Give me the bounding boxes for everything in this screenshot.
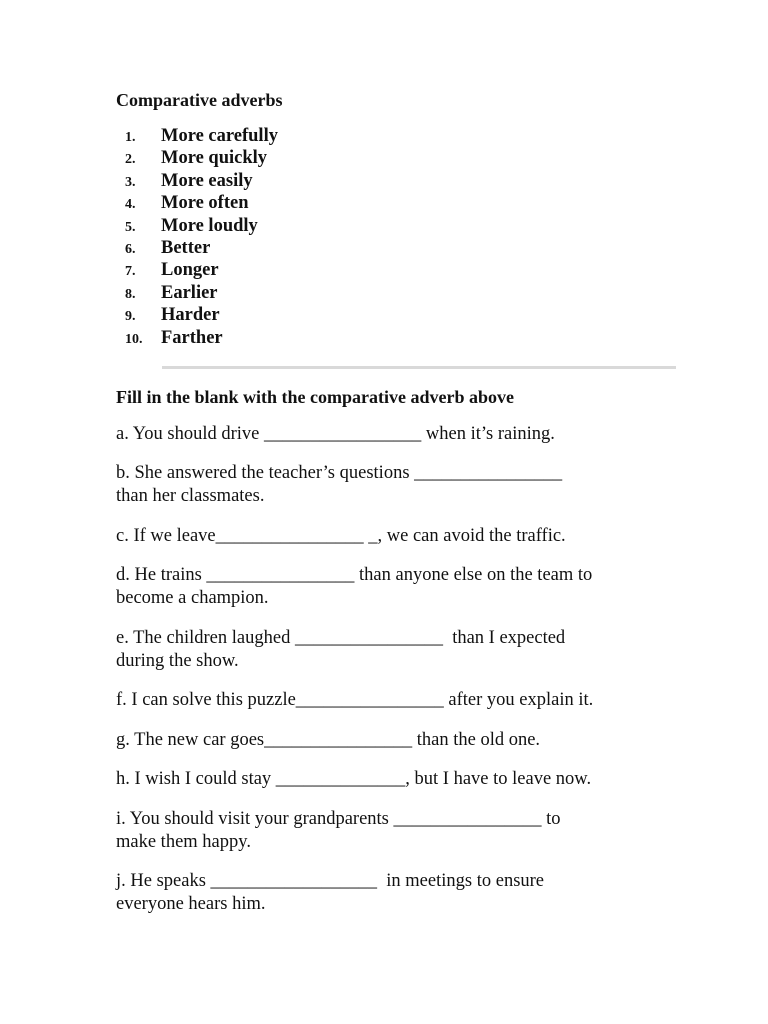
question-line-1: e. The children laughed ________________ than I expected [116,627,566,648]
question-line-1: j. He speaks __________________ in meetings to ensure [116,871,545,892]
question-line-1: h. I wish I could stay ______________, but I have to leave now. [116,769,592,790]
question-item [116,808,686,854]
question-line-2: become a champion. [116,588,269,609]
item-number: 7. [125,264,136,280]
item-number: 6. [125,241,136,257]
list-item [116,170,686,192]
question-line-1: g. The new car goes________________ than the old one. [116,729,541,750]
question-item [116,627,686,673]
list-item [116,237,686,259]
adverb-text: Earlier [161,282,218,303]
list-item [116,192,686,214]
horizontal-divider [162,366,676,369]
question-line-1: a. You should drive _________________ when it’s raining. [116,423,555,444]
worksheet [116,88,686,933]
question-item [116,462,686,508]
list-item [116,304,686,326]
item-number: 4. [125,197,136,213]
question-line-1: b. She answered the teacher’s questions ________________ [116,463,563,484]
question-line-2: than her classmates. [116,486,265,507]
question-item [116,729,686,752]
question-item [116,768,686,791]
question-list [116,423,686,917]
item-number: 9. [125,309,136,325]
question-line-1: d. He trains ________________ than anyone else on the team to [116,565,593,586]
item-number: 8. [125,286,136,302]
question-item [116,564,686,610]
adverb-text: More quickly [161,148,268,169]
item-number: 3. [125,174,136,190]
question-item [116,870,686,916]
question-item [116,689,686,712]
list-item [116,259,686,281]
item-number: 1. [125,130,136,145]
question-line-2: everyone hears him. [116,894,266,915]
question-line-1: c. If we leave________________ _, we can avoid the traffic. [116,525,566,546]
list-item [116,327,686,349]
list-item [116,125,686,147]
adverb-text: More often [161,193,249,214]
question-line-1: f. I can solve this puzzle________________ after you explain it. [116,690,594,711]
adverb-list [116,125,686,349]
adverb-text: More loudly [161,215,258,236]
list-item [116,147,686,169]
adverb-text: More carefully [161,126,278,146]
exercise-instruction: Fill in the blank with the comparative adverb above [116,386,515,407]
adverb-text: Longer [161,260,219,281]
question-line-2: during the show. [116,650,239,671]
item-number: 2. [125,152,136,168]
item-number: 10. [125,331,143,347]
item-number: 5. [125,219,136,235]
adverb-text: Farther [161,327,223,348]
question-line-2: make them happy. [116,831,251,852]
list-item [116,282,686,304]
adverb-text: More easily [161,170,253,191]
adverb-text: Better [161,237,211,258]
question-line-1: i. You should visit your grandparents ________________ to [116,808,561,829]
question-item [116,525,686,548]
adverb-text: Harder [161,305,220,326]
list-item [116,215,686,237]
section-heading: Comparative adverbs [116,90,283,110]
question-item [116,423,686,446]
